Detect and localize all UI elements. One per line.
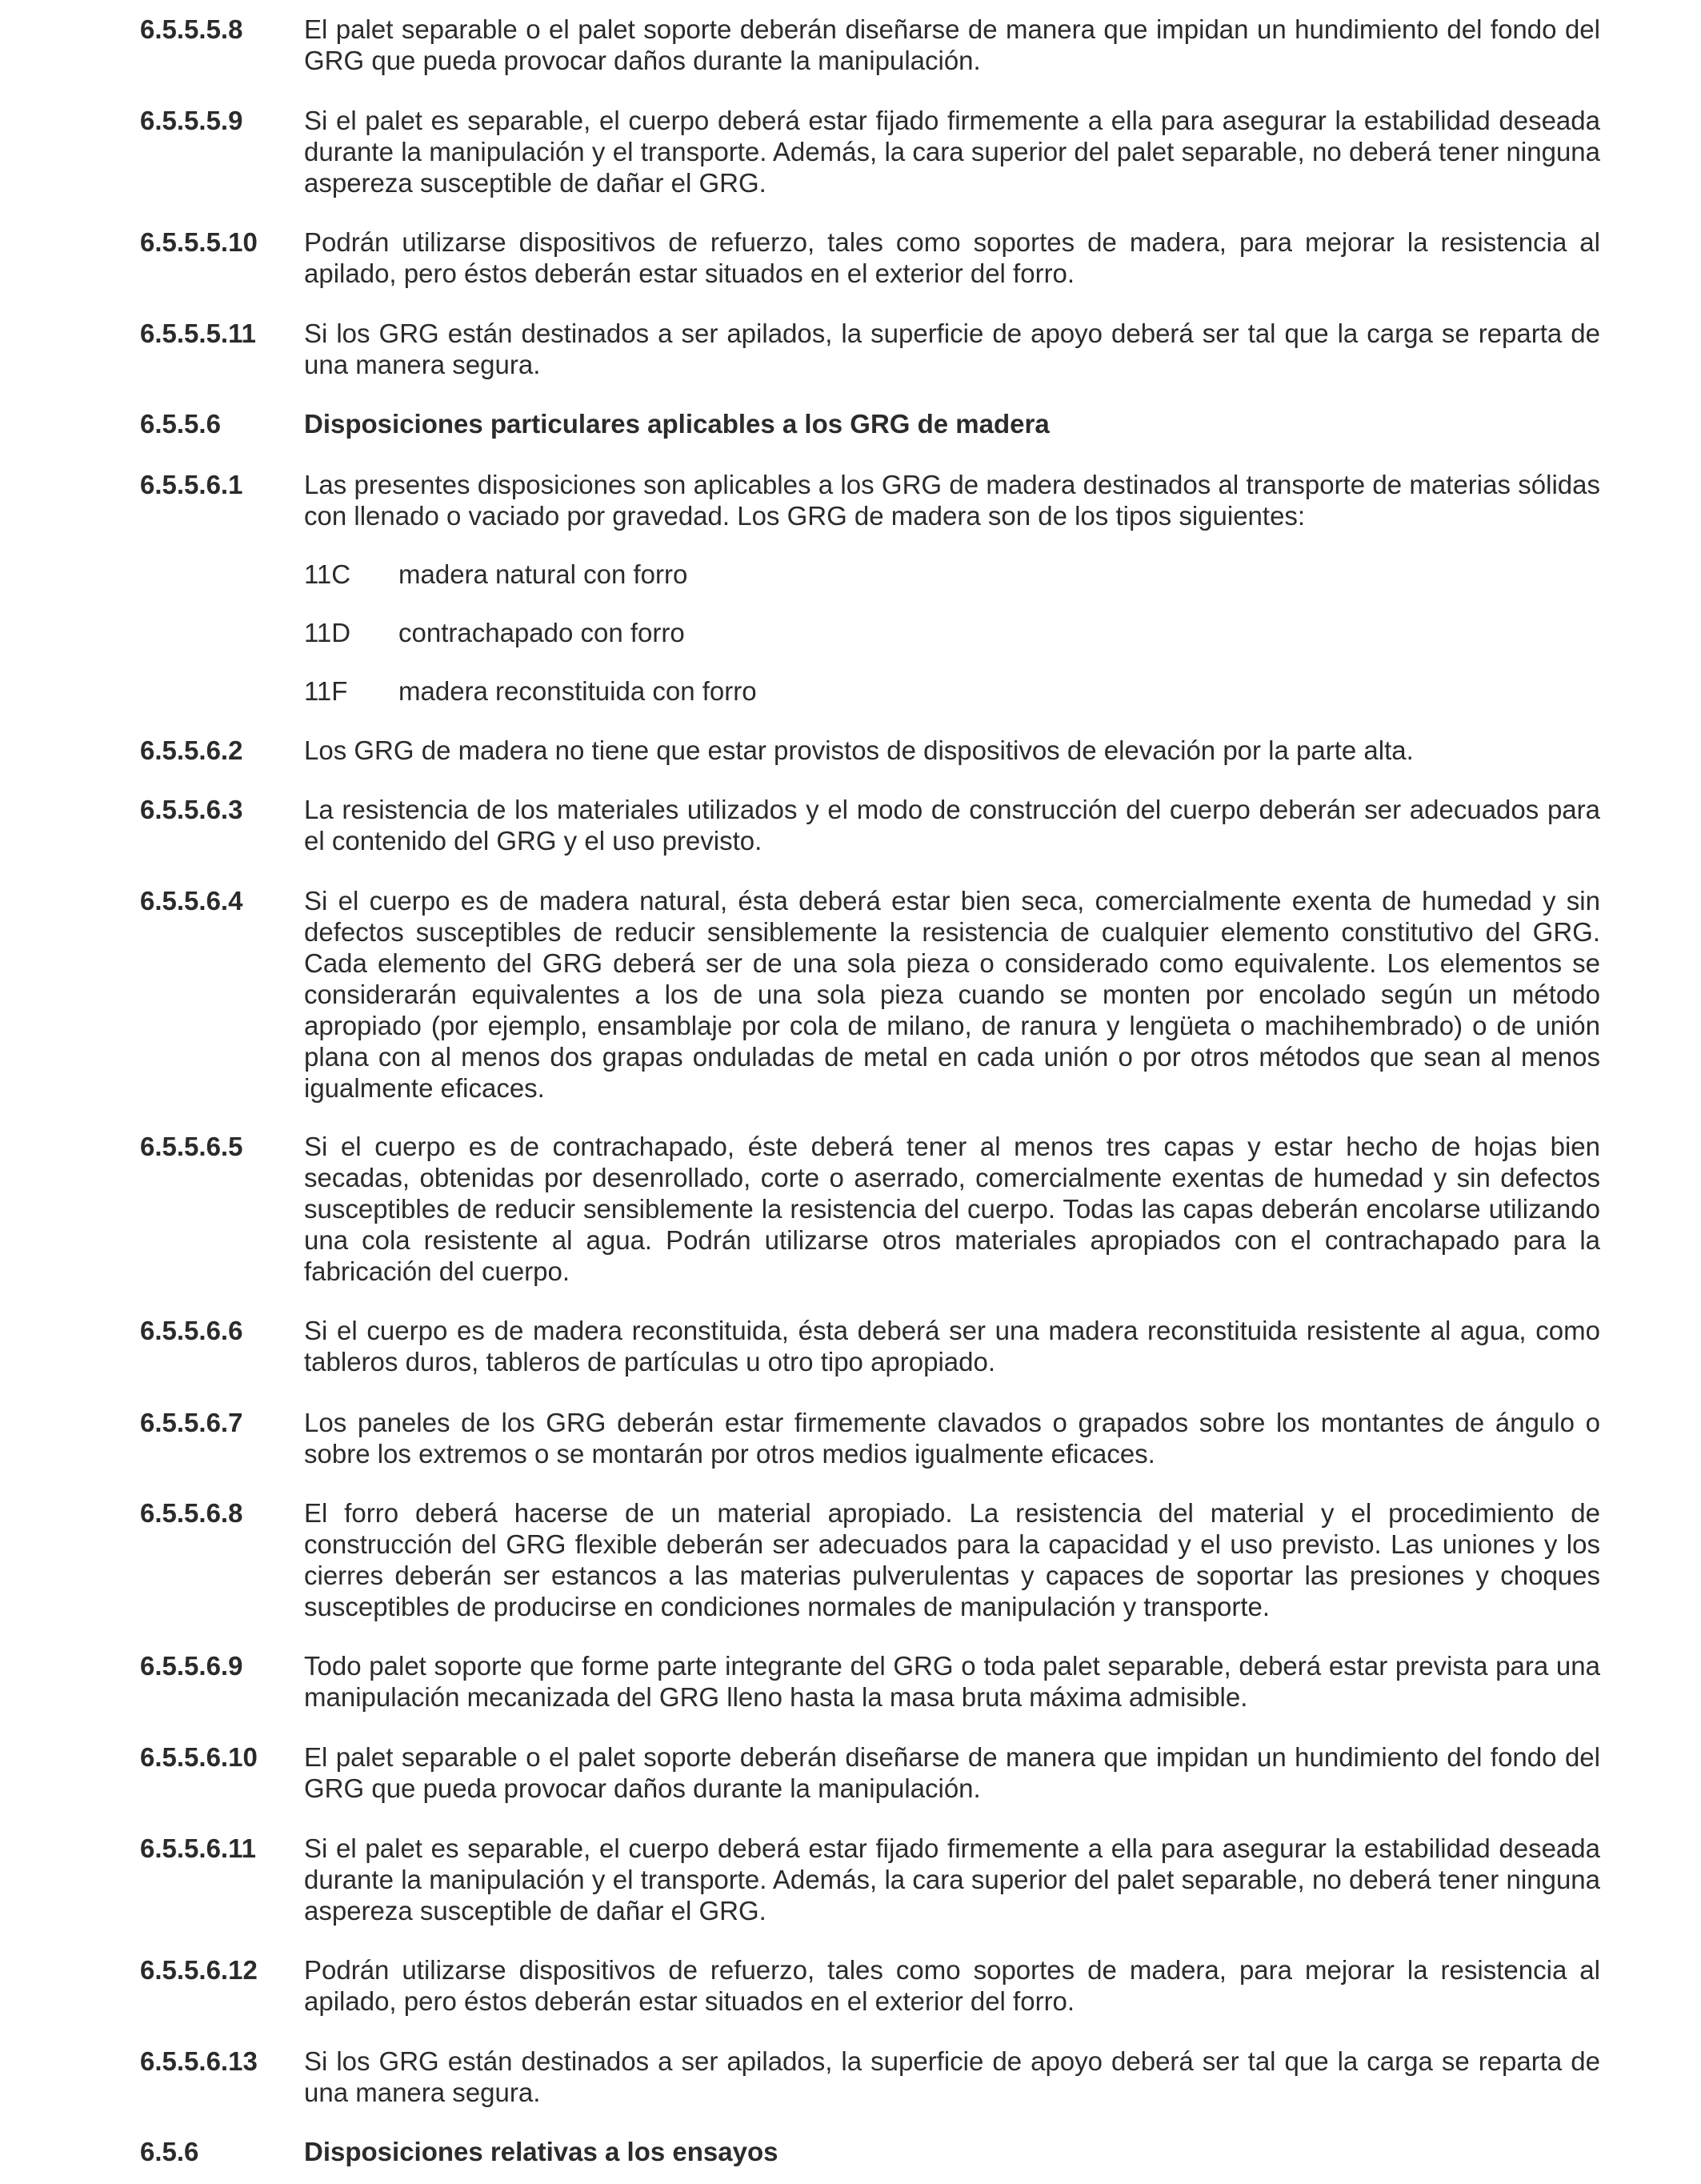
section-6-5-5-6-6 [140, 1315, 1600, 1377]
section-6-5-5-6-8 [140, 1497, 1600, 1622]
section-number: 6.5.5.5.10 [140, 227, 258, 257]
section-number: 6.5.5.6.11 [140, 1833, 256, 1863]
section-number: 6.5.5.6.8 [140, 1498, 243, 1528]
section-number: 6.5.5.6.2 [140, 735, 243, 765]
section-heading-6-5-5-6 [140, 408, 1600, 439]
section-text: Las presentes disposiciones son aplicables a los GRG de madera destinados al transporte de materias sólidas con llenado o vaciado por gravedad. Los GRG de madera son de los tipos siguientes: [304, 470, 1600, 531]
section-text: Si el cuerpo es de madera reconstituida, ésta deberá ser una madera reconstituida resistente al agua, como tableros duros, tableros de partículas u otro tipo apropiado. [304, 1316, 1600, 1377]
section-text: Si los GRG están destinados a ser apilados, la superficie de apoyo deberá ser tal que la carga se reparta de una manera segura. [304, 319, 1600, 379]
wood-type-code: 11F [304, 676, 348, 706]
section-text: Si los GRG están destinados a ser apilados, la superficie de apoyo deberá ser tal que la carga se reparta de una manera segura. [304, 2046, 1600, 2107]
section-6-5-5-6-1 [140, 469, 1600, 531]
section-6-5-5-6-10 [140, 1741, 1600, 1804]
section-text: Los paneles de los GRG deberán estar firmemente clavados o grapados sobre los montantes de ángulo o sobre los extremos o se montarán por otros medios igualmente eficaces. [304, 1408, 1600, 1469]
wood-type-code: 11C [304, 559, 351, 589]
section-6-5-5-6-7 [140, 1407, 1600, 1469]
section-6-5-5-6-9 [140, 1650, 1600, 1713]
section-6-5-5-6-11 [140, 1833, 1600, 1926]
section-6-5-5-6-4 [140, 885, 1600, 1104]
section-text: Si el cuerpo es de contrachapado, éste deberá tener al menos tres capas y estar hecho de hojas bien secadas, obtenidas por desenrollado, corte o aserrado, comercialmente exentas de humedad y sin defectos susceptibles de reducir sensiblemente la resistencia del cuerpo. Todas las capas deberán encolarse utilizando una cola resistente al agua. Podrán utilizarse otros materiales apropiados con el contrachapado para la fabricación del cuerpo. [304, 1132, 1600, 1286]
section-number: 6.5.5.6.4 [140, 886, 243, 916]
section-title: Disposiciones relativas a los ensayos [304, 2137, 778, 2166]
section-number: 6.5.5.5.11 [140, 319, 256, 348]
section-6-5-5-6-2 [140, 735, 1600, 766]
section-text: Podrán utilizarse dispositivos de refuerzo, tales como soportes de madera, para mejorar la resistencia al apilado, pero éstos deberán estar situados en el exterior del forro. [304, 1955, 1600, 2016]
section-text: Si el cuerpo es de madera natural, ésta deberá estar bien seca, comercialmente exenta de humedad y sin defectos susceptibles de reducir sensiblemente la resistencia de cualquier elemento constitutivo del GRG. Cada elemento del GRG deberá ser de una sola pieza o considerado como equivalente. Los elementos se considerarán equivalentes a los de una sola pieza cuando se monten por encolado según un método apropiado (por ejemplo, ensamblaje por cola de milano, de ranura y lengüeta o machihembrado) o de unión plana con al menos dos grapas onduladas de metal en cada unión o por otros métodos que sean al menos igualmente eficaces. [304, 886, 1600, 1103]
wood-type-desc: madera natural con forro [398, 559, 688, 589]
section-6-5-5-5-10 [140, 226, 1600, 289]
section-text: El forro deberá hacerse de un material apropiado. La resistencia del material y el procedimiento de construcción del GRG flexible deberán ser adecuados para la capacidad y el uso previsto. Las uniones y los cierres deberán ser estancos a las materias pulverulentas y capaces de soportar las presiones y choques susceptibles de producirse en condiciones normales de manipulación y transporte. [304, 1498, 1600, 1621]
section-number: 6.5.5.6.12 [140, 1955, 258, 1985]
section-6-5-5-5-11 [140, 318, 1600, 380]
section-number: 6.5.5.6.6 [140, 1316, 243, 1345]
wood-type-code: 11D [304, 618, 351, 647]
section-text: El palet separable o el palet soporte deberán diseñarse de manera que impidan un hundimiento del fondo del GRG que pueda provocar daños durante la manipulación. [304, 1742, 1600, 1803]
section-text: Los GRG de madera no tiene que estar provistos de dispositivos de elevación por la parte alta. [304, 735, 1414, 765]
section-number: 6.5.5.6.9 [140, 1651, 243, 1681]
section-number: 6.5.5.6.7 [140, 1408, 243, 1437]
section-number: 6.5.5.5.8 [140, 14, 243, 44]
section-text: Si el palet es separable, el cuerpo deberá estar fijado firmemente a ella para asegurar la estabilidad deseada durante la manipulación y el transporte. Además, la cara superior del palet separable, no deberá tener ninguna aspereza susceptible de dañar el GRG. [304, 1833, 1600, 1926]
section-6-5-5-6-3 [140, 794, 1600, 856]
section-heading-6-5-6 [140, 2136, 1600, 2167]
section-6-5-5-5-9 [140, 105, 1600, 198]
section-text: El palet separable o el palet soporte deberán diseñarse de manera que impidan un hundimiento del fondo del GRG que pueda provocar daños durante la manipulación. [304, 14, 1600, 75]
section-6-5-5-6-13 [140, 2046, 1600, 2108]
section-number: 6.5.6 [140, 2137, 199, 2166]
wood-type-desc: madera reconstituida con forro [398, 676, 757, 706]
section-number: 6.5.5.6.10 [140, 1742, 258, 1772]
section-number: 6.5.5.6.1 [140, 470, 243, 499]
section-number: 6.5.5.5.9 [140, 106, 243, 135]
section-text: Podrán utilizarse dispositivos de refuerzo, tales como soportes de madera, para mejorar la resistencia al apilado, pero éstos deberán estar situados en el exterior del forro. [304, 227, 1600, 288]
wood-type-desc: contrachapado con forro [398, 618, 685, 647]
section-number: 6.5.5.6.3 [140, 795, 243, 824]
section-title: Disposiciones particulares aplicables a los GRG de madera [304, 409, 1050, 439]
section-text: Si el palet es separable, el cuerpo deberá estar fijado firmemente a ella para asegurar la estabilidad deseada durante la manipulación y el transporte. Además, la cara superior del palet separable, no deberá tener ninguna aspereza susceptible de dañar el GRG. [304, 106, 1600, 198]
section-number: 6.5.5.6 [140, 409, 221, 439]
section-6-5-5-5-8 [140, 14, 1600, 76]
section-text: Todo palet soporte que forme parte integrante del GRG o toda palet separable, deberá estar prevista para una manipulación mecanizada del GRG lleno hasta la masa bruta máxima admisible. [304, 1651, 1600, 1712]
section-text: La resistencia de los materiales utilizados y el modo de construcción del cuerpo deberán ser adecuados para el contenido del GRG y el uso previsto. [304, 795, 1600, 856]
section-6-5-5-6-12 [140, 1954, 1600, 2017]
section-6-5-5-6-5 [140, 1131, 1600, 1287]
section-number: 6.5.5.6.13 [140, 2046, 258, 2076]
section-number: 6.5.5.6.5 [140, 1132, 243, 1161]
